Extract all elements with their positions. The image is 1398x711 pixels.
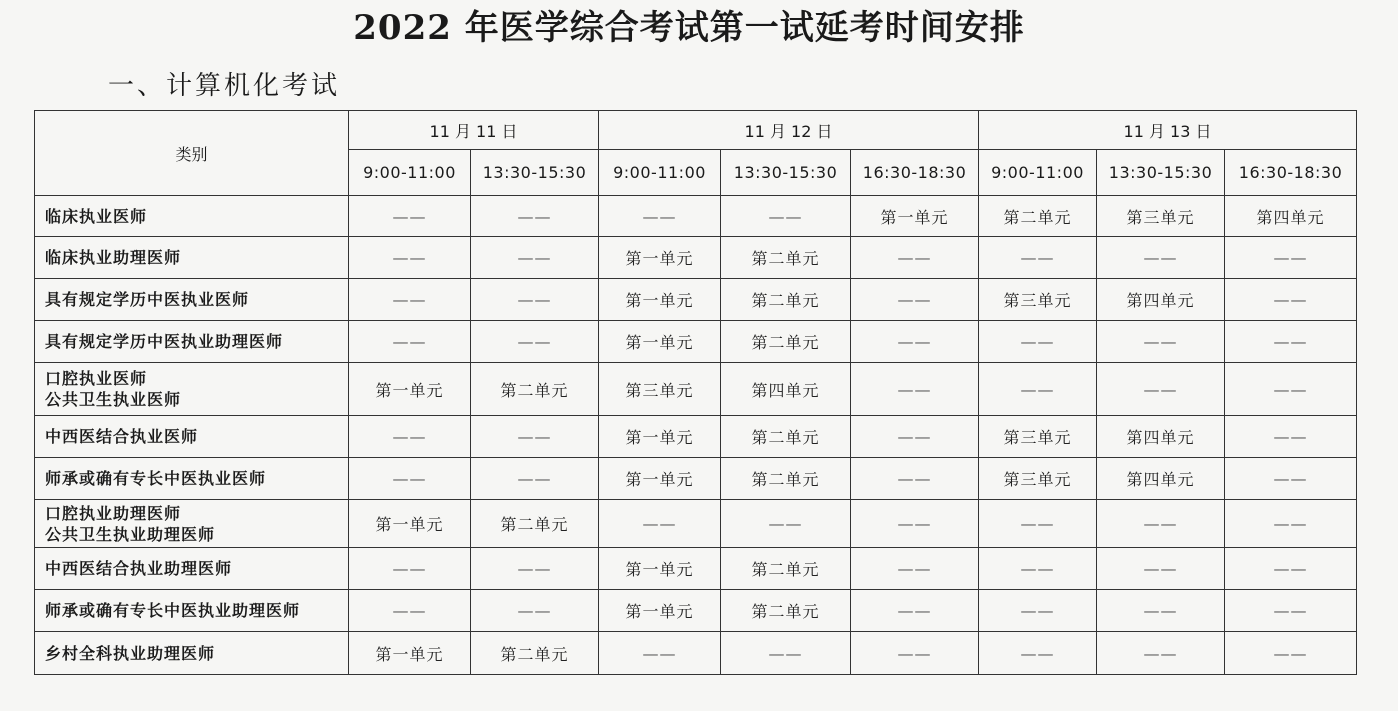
row-category [35, 237, 349, 279]
schedule-cell: 第二单元 [721, 458, 851, 500]
schedule-cell: —— [851, 237, 979, 279]
category-label: 具有规定学历中医执业助理医师 [45, 332, 284, 351]
schedule-cell: —— [1097, 590, 1225, 632]
schedule-cell: —— [349, 237, 471, 279]
schedule-cell: —— [471, 548, 599, 590]
row-category [35, 321, 349, 363]
row-category [35, 416, 349, 458]
schedule-table [34, 110, 1357, 675]
table-row [35, 196, 1357, 237]
schedule-cell: —— [1225, 416, 1357, 458]
schedule-cell: 第一单元 [599, 321, 721, 363]
schedule-cell: —— [1225, 632, 1357, 675]
schedule-cell: 第四单元 [1097, 279, 1225, 321]
time-slot-header: 9:00-11:00 [349, 150, 471, 196]
row-category [35, 548, 349, 590]
schedule-cell: —— [851, 279, 979, 321]
row-category [35, 458, 349, 500]
schedule-cell: —— [1097, 363, 1225, 416]
schedule-cell: —— [851, 321, 979, 363]
schedule-cell: 第四单元 [1097, 416, 1225, 458]
schedule-cell: —— [979, 321, 1097, 363]
schedule-cell: —— [349, 416, 471, 458]
category-label: 具有规定学历中医执业医师 [45, 290, 250, 309]
table-row [35, 279, 1357, 321]
schedule-cell: —— [1225, 458, 1357, 500]
time-slot-header: 9:00-11:00 [979, 150, 1097, 196]
schedule-cell: —— [349, 590, 471, 632]
schedule-cell: 第一单元 [349, 500, 471, 548]
schedule-cell: 第三单元 [979, 458, 1097, 500]
schedule-cell: —— [1225, 500, 1357, 548]
schedule-cell: —— [851, 590, 979, 632]
schedule-cell: —— [1225, 237, 1357, 279]
schedule-cell: —— [979, 237, 1097, 279]
row-category [35, 279, 349, 321]
schedule-cell: —— [851, 632, 979, 675]
schedule-cell: —— [1097, 237, 1225, 279]
time-slot-header: 9:00-11:00 [599, 150, 721, 196]
schedule-cell: —— [349, 548, 471, 590]
schedule-cell: 第三单元 [599, 363, 721, 416]
table-row [35, 500, 1357, 548]
schedule-cell: 第三单元 [979, 279, 1097, 321]
page-title: 2022 年医学综合考试第一试延考时间安排 [353, 8, 1025, 48]
schedule-cell: —— [1097, 500, 1225, 548]
schedule-cell: —— [1225, 590, 1357, 632]
schedule-cell: 第一单元 [599, 237, 721, 279]
category-label: 师承或确有专长中医执业医师 [45, 469, 267, 488]
schedule-cell: —— [851, 548, 979, 590]
table-row [35, 363, 1357, 416]
schedule-cell: —— [851, 458, 979, 500]
schedule-cell: 第一单元 [349, 632, 471, 675]
schedule-cell: —— [721, 632, 851, 675]
category-label: 口腔执业助理医师 [45, 503, 182, 523]
schedule-cell: 第一单元 [599, 548, 721, 590]
time-slot-header: 13:30-15:30 [1097, 150, 1225, 196]
category-label: 临床执业医师 [45, 206, 148, 226]
row-category [35, 500, 349, 548]
schedule-cell: —— [979, 363, 1097, 416]
header-date-row [35, 111, 1357, 150]
schedule-cell: —— [471, 321, 599, 363]
schedule-cell: 第三单元 [1097, 196, 1225, 237]
category-label: 乡村全科执业助理医师 [45, 643, 216, 663]
schedule-cell: 第二单元 [979, 196, 1097, 237]
row-category [35, 590, 349, 632]
schedule-cell: —— [1225, 279, 1357, 321]
schedule-cell: —— [471, 237, 599, 279]
schedule-cell: —— [851, 416, 979, 458]
schedule-cell: —— [979, 500, 1097, 548]
table-row [35, 237, 1357, 279]
schedule-cell: 第一单元 [599, 416, 721, 458]
schedule-cell: —— [1225, 548, 1357, 590]
schedule-cell: —— [349, 279, 471, 321]
schedule-cell: 第二单元 [721, 237, 851, 279]
schedule-cell: 第一单元 [349, 363, 471, 416]
row-category [35, 363, 349, 416]
schedule-cell: —— [599, 632, 721, 675]
schedule-cell: —— [349, 321, 471, 363]
schedule-cell: 第二单元 [721, 321, 851, 363]
schedule-cell: —— [979, 632, 1097, 675]
schedule-cell: —— [1097, 632, 1225, 675]
schedule-cell: 第四单元 [721, 363, 851, 416]
schedule-cell: —— [471, 279, 599, 321]
time-slot-header: 16:30-18:30 [851, 150, 979, 196]
time-slot-header: 13:30-15:30 [721, 150, 851, 196]
category-label: 中西医结合执业助理医师 [45, 559, 233, 578]
date-header: 11 月 11 日 [349, 111, 599, 150]
row-category [35, 196, 349, 237]
schedule-cell: 第二单元 [471, 363, 599, 416]
schedule-body [35, 196, 1357, 675]
schedule-cell: 第一单元 [599, 279, 721, 321]
schedule-cell: 第一单元 [851, 196, 979, 237]
schedule-cell: 第二单元 [721, 416, 851, 458]
date-header: 11 月 13 日 [979, 111, 1357, 150]
category-label: 公共卫生执业助理医师 [45, 524, 216, 544]
schedule-cell: —— [471, 590, 599, 632]
schedule-cell: 第一单元 [599, 458, 721, 500]
schedule-cell: 第二单元 [721, 590, 851, 632]
schedule-cell: —— [721, 196, 851, 237]
schedule-cell: —— [1097, 548, 1225, 590]
schedule-cell: —— [1225, 321, 1357, 363]
schedule-cell: —— [851, 500, 979, 548]
schedule-cell: 第二单元 [721, 548, 851, 590]
category-label: 公共卫生执业医师 [45, 390, 182, 409]
category-label: 口腔执业医师 [45, 369, 148, 388]
schedule-cell: —— [1097, 321, 1225, 363]
schedule-cell: —— [979, 548, 1097, 590]
schedule-cell: 第二单元 [721, 279, 851, 321]
schedule-cell: —— [979, 590, 1097, 632]
schedule-cell: —— [599, 196, 721, 237]
schedule-cell: —— [851, 363, 979, 416]
category-header: 类别 [35, 111, 349, 196]
date-header: 11 月 12 日 [599, 111, 979, 150]
section-title: 一、计算机化考试 [108, 71, 341, 101]
schedule-cell: —— [1225, 363, 1357, 416]
row-category [35, 632, 349, 675]
schedule-cell: 第三单元 [979, 416, 1097, 458]
schedule-cell: 第四单元 [1225, 196, 1357, 237]
table-row [35, 458, 1357, 500]
category-label: 中西医结合执业医师 [45, 427, 199, 446]
time-slot-header: 16:30-18:30 [1225, 150, 1357, 196]
schedule-cell: —— [471, 416, 599, 458]
table-row [35, 321, 1357, 363]
table-row [35, 632, 1357, 675]
schedule-cell: —— [471, 196, 599, 237]
time-slot-header: 13:30-15:30 [471, 150, 599, 196]
schedule-cell: —— [721, 500, 851, 548]
schedule-cell: 第一单元 [599, 590, 721, 632]
table-row [35, 590, 1357, 632]
table-row [35, 548, 1357, 590]
schedule-cell: —— [349, 458, 471, 500]
schedule-cell: 第四单元 [1097, 458, 1225, 500]
schedule-cell: —— [471, 458, 599, 500]
category-label: 临床执业助理医师 [45, 248, 182, 267]
schedule-cell: 第二单元 [471, 500, 599, 548]
schedule-cell: —— [349, 196, 471, 237]
category-label: 师承或确有专长中医执业助理医师 [45, 601, 301, 620]
table-row [35, 416, 1357, 458]
schedule-cell: —— [599, 500, 721, 548]
schedule-cell: 第二单元 [471, 632, 599, 675]
